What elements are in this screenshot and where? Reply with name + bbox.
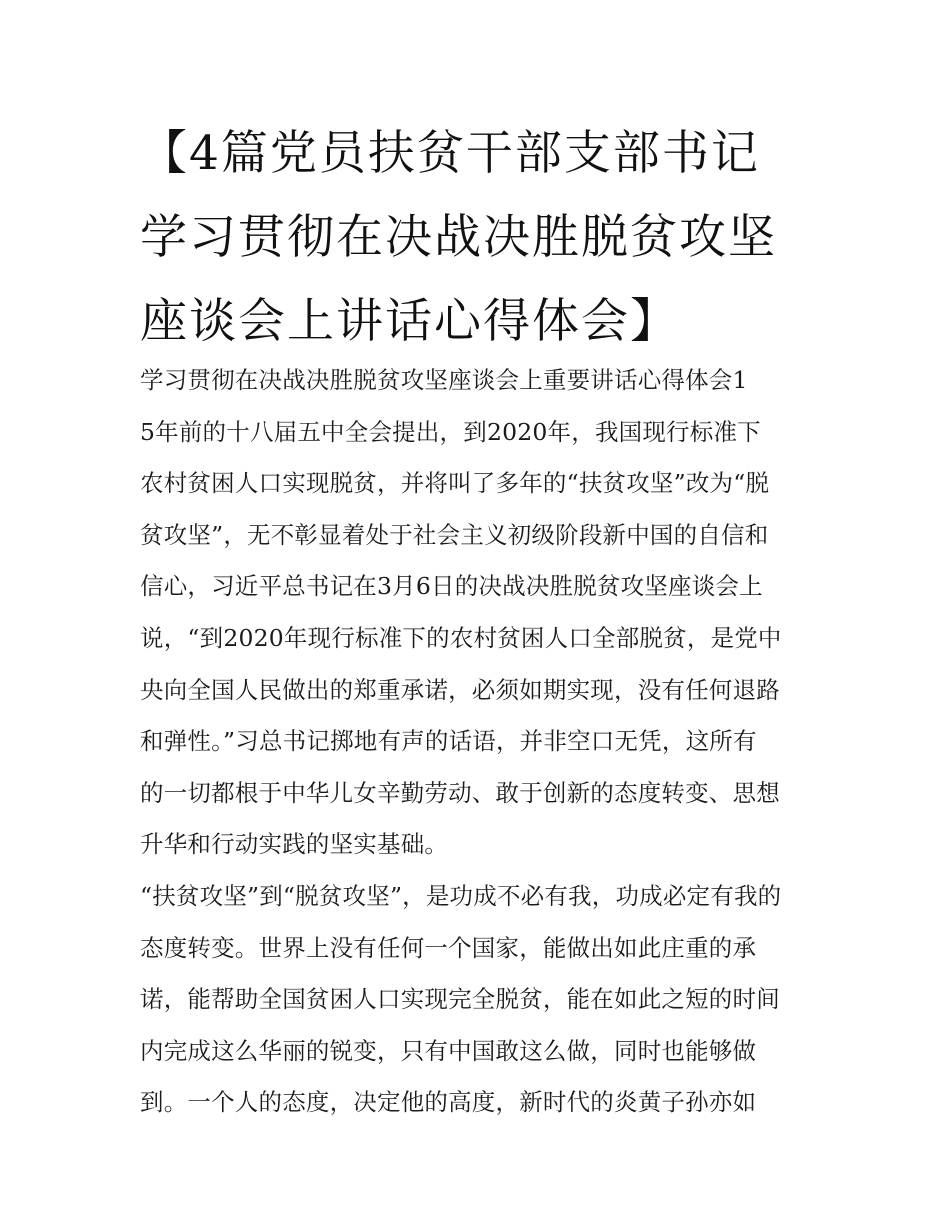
body-line: 和弹性。”习总书记掷地有声的话语，并非空口无凭，这所有 [140, 727, 757, 756]
title-line: 学习贯彻在决战决胜脱贫攻坚 [140, 210, 777, 265]
body-line: 农村贫困人口实现脱贫，并将叫了多年的“扶贫攻坚”改为“脱 [140, 469, 770, 498]
title-line: 【4篇党员扶贫干部支部书记 [140, 126, 760, 181]
body-line: 到。一个人的态度，决定他的高度，新时代的炎黄子孙亦如 [140, 1088, 757, 1117]
body-line: 贫攻坚”，无不彰显着处于社会主义初级阶段新中国的自信和 [140, 520, 769, 549]
title-line: 座谈会上讲话心得体会】 [140, 294, 679, 349]
body-line: 央向全国人民做出的郑重承诺，必须如期实现，没有任何退路 [140, 675, 780, 704]
body-line: 说，“到2020年现行标准下的农村贫困人口全部脱贫，是党中 [140, 623, 782, 652]
body-line: “扶贫攻坚”到“脱贫攻坚”，是功成不必有我，功成必定有我的 [140, 881, 782, 910]
body-line: 5年前的十八届五中全会提出，到2020年，我国现行标准下 [140, 417, 761, 446]
body-line: 态度转变。世界上没有任何一个国家，能做出如此庄重的承 [140, 933, 757, 962]
document-title [140, 112, 830, 364]
body-line: 的一切都根于中华儿女辛勤劳动、敢于创新的态度转变、思想 [140, 778, 780, 807]
body-line: 内完成这么华丽的锐变，只有中国敢这么做，同时也能够做 [140, 1036, 757, 1065]
body-line: 信心，习近平总书记在3月6日的决战决胜脱贫攻坚座谈会上 [140, 572, 763, 601]
document-body [140, 355, 830, 1129]
body-line: 学习贯彻在决战决胜脱贫攻坚座谈会上重要讲话心得体会1 [140, 366, 748, 394]
body-line: 诺，能帮助全国贫困人口实现完全脱贫，能在如此之短的时间 [140, 985, 780, 1014]
body-line: 升华和行动实践的坚实基础。 [140, 830, 449, 859]
